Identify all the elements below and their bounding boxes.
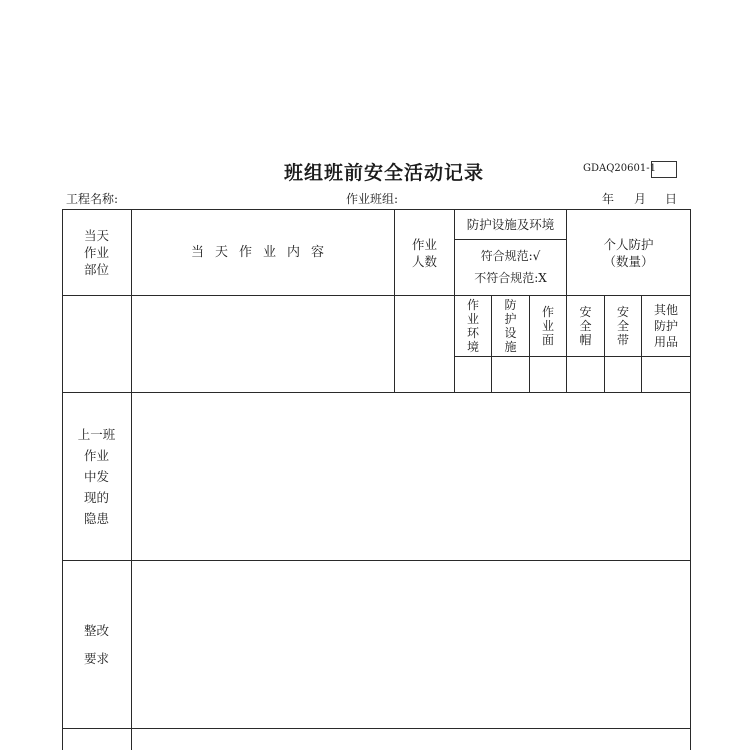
- protection-header-rule: [454, 239, 566, 240]
- sub-header-safety-belt: 安 全 带: [616, 305, 629, 347]
- legend-compliant: 符合规范:√: [480, 248, 541, 263]
- row-rule-2: [62, 560, 691, 561]
- form-code: GDAQ20601-1: [583, 163, 656, 174]
- year-label: 年: [602, 192, 615, 206]
- sub-header-facility: 防 护 设 施: [504, 298, 517, 354]
- code-suffix-box: [651, 161, 677, 178]
- sub-header-other-ppe: 其他 防护 用品: [653, 303, 678, 349]
- legend-noncompliant: 不符合规范:X: [474, 270, 547, 285]
- row-label-hazards: 上一班 作业 中发 现的 隐患: [77, 427, 116, 526]
- project-name-label: 工程名称:: [66, 192, 119, 206]
- day-label: 日: [665, 192, 678, 206]
- row-label-rectification: 整改 要求: [83, 622, 109, 666]
- sub-header-rule: [454, 356, 691, 357]
- col-header-content: 当天作业内容: [190, 245, 335, 260]
- form-title: 班组班前安全活动记录: [284, 162, 485, 184]
- col-header-people: 作业 人数: [411, 236, 437, 269]
- sub-header-environment: 作 业 环 境: [466, 298, 479, 354]
- col-header-position: 当天 作业 部位: [83, 228, 109, 277]
- table-right-border: [690, 209, 691, 750]
- sub-header-work-surface: 作 业 面: [541, 305, 554, 347]
- row-rule-3: [62, 728, 691, 729]
- work-team-label: 作业班组:: [346, 192, 399, 206]
- month-label: 月: [634, 192, 647, 206]
- col-header-personal-protection: 个人防护 （数量）: [603, 236, 654, 269]
- row-rule-1: [62, 392, 691, 393]
- col-header-protection: 防护设施及环境: [466, 217, 555, 232]
- sub-header-helmet: 安 全 帽: [579, 305, 592, 347]
